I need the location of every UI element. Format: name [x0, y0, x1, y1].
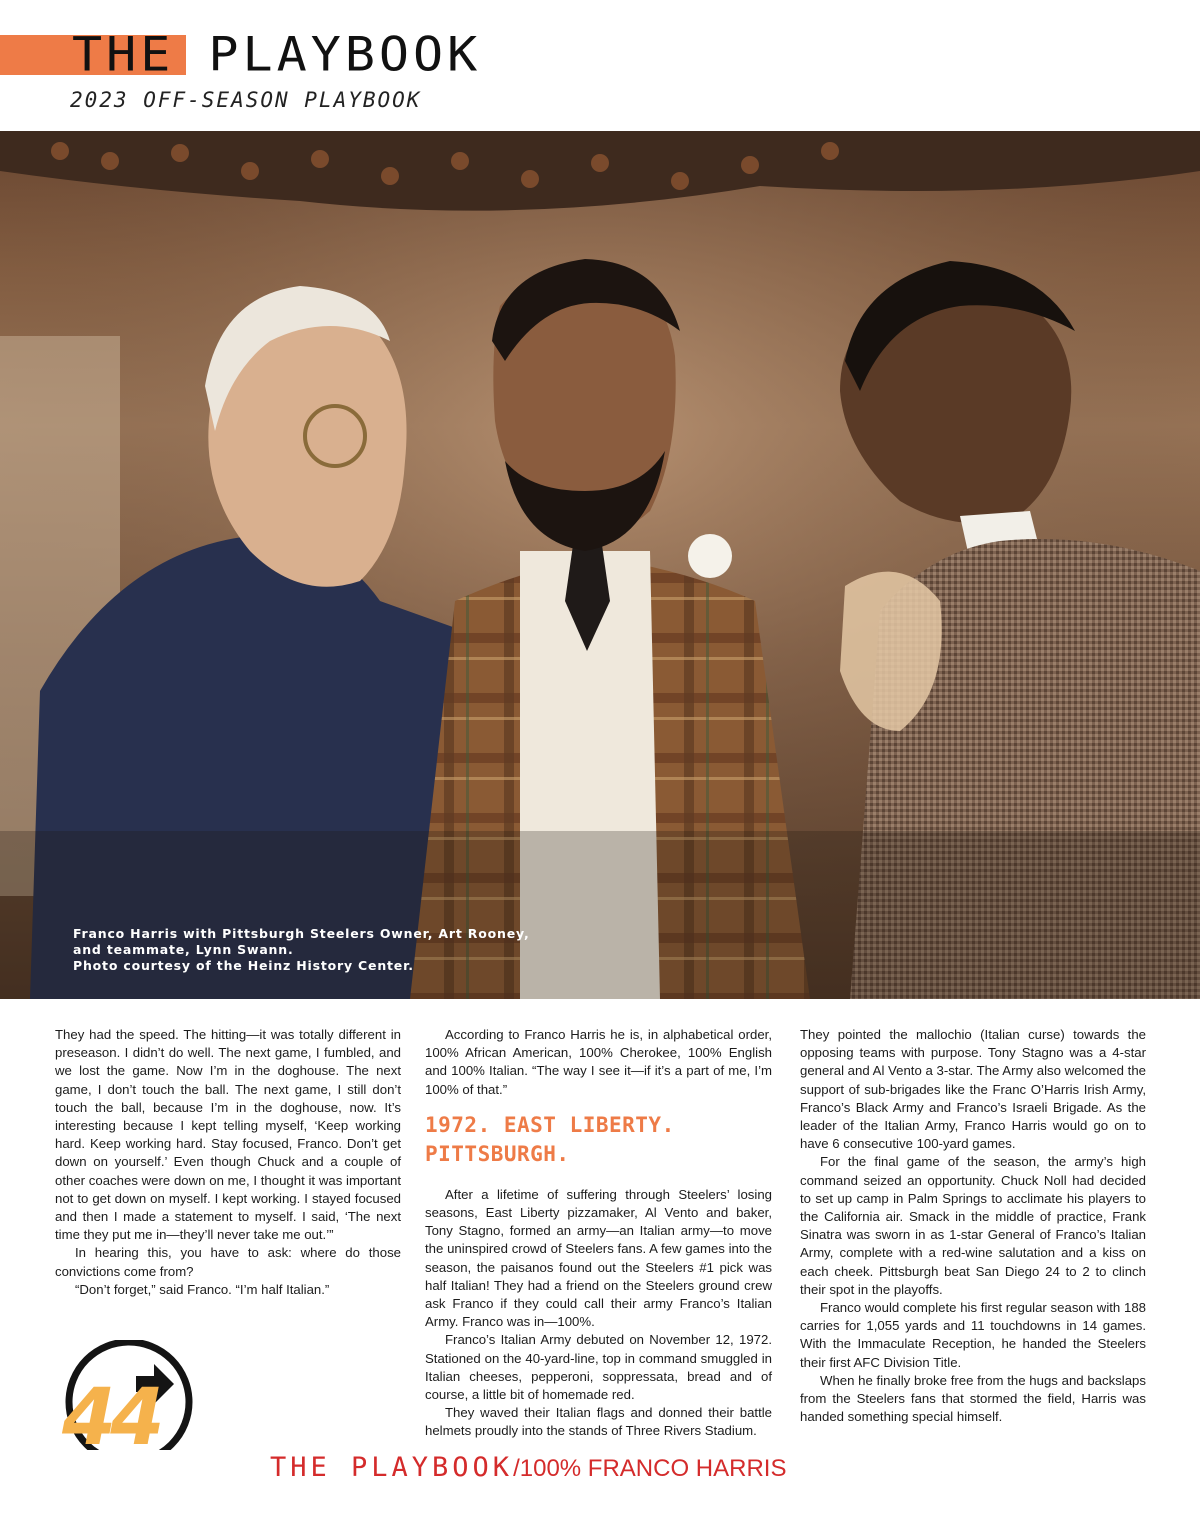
article-paragraph: When he finally broke free from the hugs and backslaps from the Steelers fans that stormed the field, Harris was handed something special himself.	[800, 1372, 1146, 1425]
article-paragraph: Franco’s Italian Army debuted on November 12, 1972. Stationed on the 40-yard-line, top in command smuggled in Italian cheeses, pepperoni, soppressata, bread and of course, a little bit of homemade red.	[425, 1332, 772, 1403]
photo-caption-line: and teammate, Lynn Swann.	[73, 942, 294, 957]
article-column-3	[800, 1026, 1146, 1426]
article-paragraph: According to Franco Harris he is, in alphabetical order, 100% African American, 100% Cherokee, 100% English and 100% Italian. “The way I see it—if it’s a part of me, I’m 100% of that.”	[425, 1027, 772, 1097]
masthead-title-part2: PLAYBOOK	[208, 26, 482, 83]
article-column-1	[55, 1026, 401, 1299]
article-paragraph: They had the speed. The hitting—it was totally different in preseason. I didn’t do well. The next game, I fumbled, and we lost the game. Now I’m in the doghouse. The next game, I don’t touch the ball. The next game, I still don’t touch the ball, because I’m in the doghouse, now. It’s interesting because I kept telling myself, ‘Keep working hard. Keep working hard. Stay focused, Franco. Don’t get down on yourself.’ Even though Chuck and a couple of other coaches were down on me, I thought it was important not to get down on myself. I kept working. I stayed focused and then I made a statement to myself. I said, ‘The next time they put me in—they’ll never take me out.’”	[55, 1027, 401, 1243]
photo-caption-line: Photo courtesy of the Heinz History Center.	[73, 958, 414, 973]
feature-photo-illustration	[0, 131, 1200, 999]
article-paragraph: After a lifetime of suffering through Steelers’ losing seasons, East Liberty pizzamaker, Al Vento and baker, Tony Stagno, formed an army—an Italian army—to move the uninspired crowd of Steelers fans. A few games into the season, the paisanos found out the Steelers #1 pick was half Italian! They had a friend on the Steelers ground crew ask Franco if they could call their army Franco’s Italian Army. Franco was in—100%.	[425, 1186, 772, 1330]
arrow-icon	[58, 1340, 208, 1450]
feature-photo	[0, 131, 1200, 999]
photo-caption	[73, 926, 593, 974]
article-column-2	[425, 1026, 772, 1441]
article-paragraph: For the final game of the season, the army’s high command seized an opportunity. Chuck Noll had decided to set up camp in Palm Springs to acclimate his players to the California air. Smack in the middle of practice, Frank Sinatra was sworn in as 1-star General of Franco’s Italian Army, complete with a red-wine salutation and a kiss on each cheek. Pittsburgh beat San Diego 24 to 2 to clinch their spot in the playoffs.	[800, 1154, 1146, 1297]
jersey-number-badge	[58, 1340, 208, 1450]
photo-caption-line: Franco Harris with Pittsburgh Steelers Owner, Art Rooney,	[73, 926, 530, 941]
masthead-title	[72, 26, 481, 83]
article-paragraph: Franco would complete his first regular season with 188 carries for 1,055 yards and 11 touchdowns in 14 games. With the Immaculate Reception, he handed the Steelers their first AFC Division Title.	[800, 1300, 1146, 1370]
section-heading	[425, 1111, 772, 1169]
article-paragraph: “Don’t forget,” said Franco. “I’m half Italian.”	[75, 1281, 330, 1297]
article-paragraph: They pointed the mallochio (Italian curse) towards the opposing teams with purpose. Tony Stagno was a 4-star general and Al Vento a 3-star. The Army also welcomed the support of sub-brigades like the Franc O’Harris Irish Army, Franco’s Black Army and Franco’s Israeli Brigade. As the leader of the Italian Army, Franco Harris would go on to have 6 consecutive 100-yard games.	[800, 1027, 1146, 1152]
masthead-title-part1: THE	[72, 26, 175, 83]
section-heading-line: 1972. EAST LIBERTY.	[425, 1112, 675, 1137]
footer-brand: THE PLAYBOOK	[270, 1452, 514, 1483]
masthead-subtitle: 2023 OFF-SEASON PLAYBOOK	[70, 88, 422, 112]
article-paragraph: In hearing this, you have to ask: where do those convictions come from?	[55, 1245, 401, 1279]
page-footer	[270, 1450, 786, 1490]
footer-section-label: /100% FRANCO HARRIS	[513, 1455, 787, 1482]
section-heading-line: PITTSBURGH.	[425, 1141, 570, 1166]
jersey-number: 44	[62, 1373, 159, 1450]
article-paragraph: They waved their Italian flags and donned their battle helmets proudly into the stands of Three Rivers Stadium.	[425, 1405, 772, 1439]
